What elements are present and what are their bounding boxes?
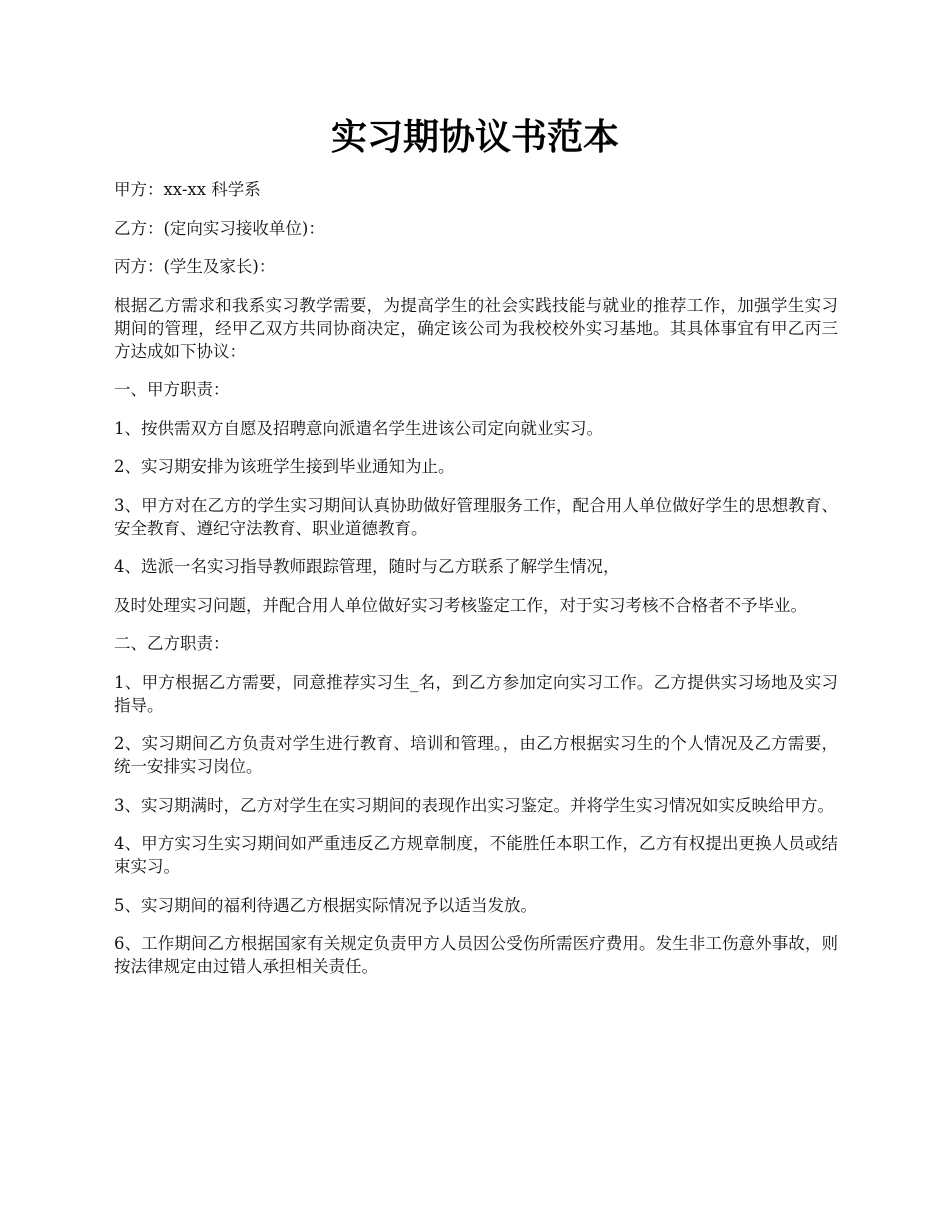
clause-paragraph: 2、实习期间乙方负责对学生进行教育、培训和管理。，由乙方根据实习生的个人情况及乙方需要，统一安排实习岗位。 bbox=[114, 734, 838, 776]
clause-paragraph: 3、实习期满时，乙方对学生在实习期间的表现作出实习鉴定。并将学生实习情况如实反映给甲方。 bbox=[114, 795, 834, 815]
preamble-paragraph: 根据乙方需求和我系实习教学需要，为提高学生的社会实践技能与就业的推荐工作，加强学生实习期间的管理，经甲乙双方共同协商决定，确定该公司为我校校外实习基地。其具体事宜有甲乙丙三方达成如下协议： bbox=[114, 295, 838, 361]
clause-paragraph: 4、选派一名实习指导教师跟踪管理，随时与乙方联系了解学生情况， bbox=[114, 557, 620, 576]
clause-paragraph: 1、甲方根据乙方需要，同意推荐实习生_名，到乙方参加定向实习工作。乙方提供实习场地及实习指导。 bbox=[114, 672, 838, 715]
section-heading-party-a: 一、甲方职责： bbox=[114, 380, 230, 399]
party-b-line: 乙方：(定向实习接收单位)： bbox=[114, 218, 325, 238]
clause-paragraph: 及时处理实习问题，并配合用人单位做好实习考核鉴定工作，对于实习考核不合格者不予毕业。 bbox=[114, 595, 807, 615]
party-c-line: 丙方：(学生及家长)： bbox=[114, 257, 276, 276]
clause-paragraph: 2、实习期安排为该班学生接到毕业通知为止。 bbox=[114, 457, 455, 476]
clause-paragraph: 1、按供需双方自愿及招聘意向派遣名学生进该公司定向就业实习。 bbox=[114, 418, 603, 438]
document-body bbox=[114, 178, 838, 994]
clause-paragraph: 3、甲方对在乙方的学生实习期间认真协助做好管理服务工作，配合用人单位做好学生的思想教育、安全教育、遵纪守法教育、职业道德教育。 bbox=[114, 495, 838, 538]
clause-paragraph: 5、实习期间的福利待遇乙方根据实际情况予以适当发放。 bbox=[114, 895, 537, 915]
document-title: 实习期协议书范本 bbox=[330, 116, 619, 158]
clause-paragraph: 6、工作期间乙方根据国家有关规定负责甲方人员因公受伤所需医疗费用。发生非工伤意外事故，则按法律规定由过错人承担相关责任。 bbox=[114, 934, 838, 976]
section-heading-party-b: 二、乙方职责： bbox=[114, 634, 230, 653]
party-a-line: 甲方：xx-xx 科学系 bbox=[114, 180, 261, 199]
clause-paragraph: 4、甲方实习生实习期间如严重违反乙方规章制度，不能胜任本职工作，乙方有权提出更换人员或结束实习。 bbox=[114, 834, 838, 876]
